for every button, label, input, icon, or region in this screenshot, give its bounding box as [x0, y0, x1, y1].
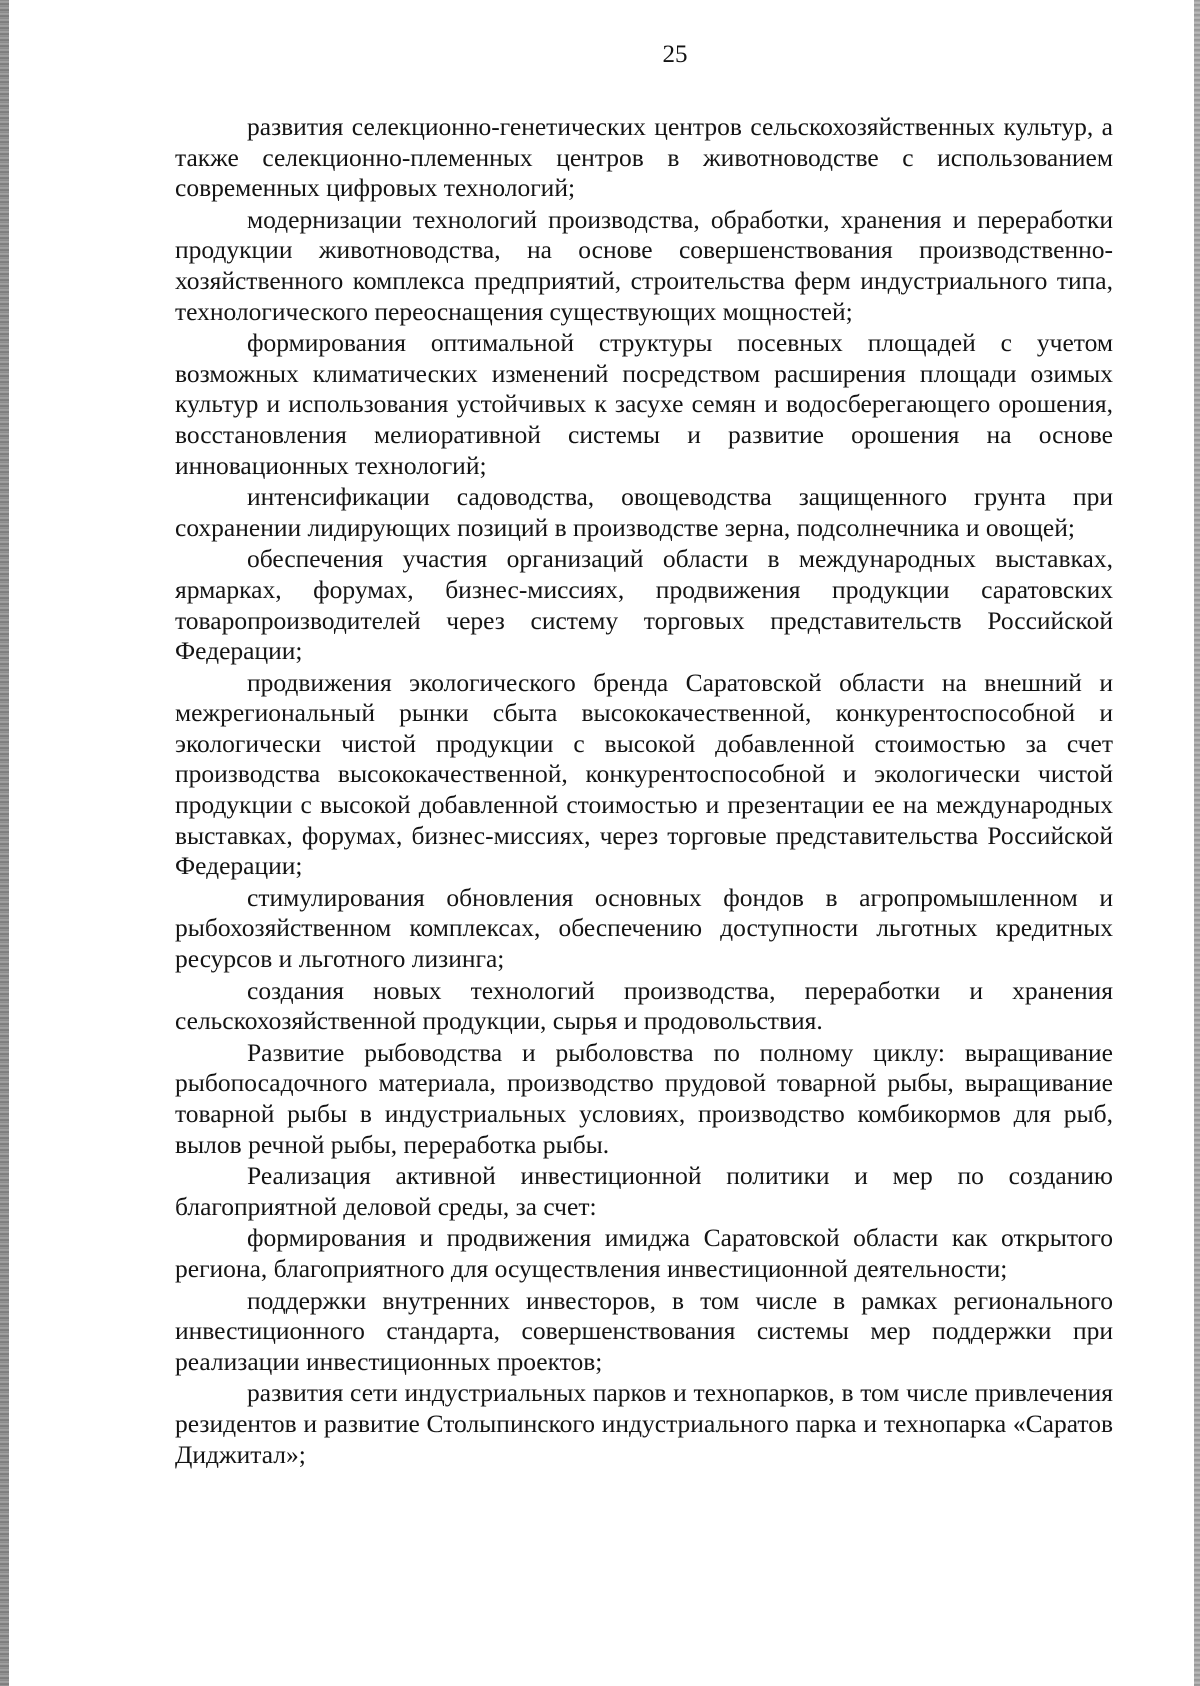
paragraph-investment-policy: Реализация активной инвестиционной политики и мер по созданию благоприятной деловой среды, за счет:: [175, 1161, 1113, 1221]
paragraph-livestock-modernization: модернизации технологий производства, обработки, хранения и переработки продукции животноводства, на основе совершенствования производственно-хозяйственного комплекса предприятий, строительства ферм индустриального типа, технологического переоснащения существующих мощностей;: [175, 204, 1113, 326]
scan-edge-left: [0, 0, 9, 1686]
paragraph-eco-brand: продвижения экологического бренда Саратовской области на внешний и межрегиональный рынки сбыта высококачественной, конкурентоспособной и экологически чистой продукции с высокой добавленной стоимостью за счет производства высококачественной, конкурентоспособной и экологически чистой продукции с высокой добавленной стоимостью и презентации ее на международных выставках, форумах, бизнес-миссиях, через торговые представительства Российской Федерации;: [175, 667, 1113, 881]
paragraph-breeding-centers: развития селекционно-генетических центров сельскохозяйственных культур, а также селекционно-племенных центров в животноводстве с использованием современных цифровых технологий;: [175, 112, 1113, 203]
paragraph-fixed-assets: стимулирования обновления основных фондов в агропромышленном и рыбохозяйственном комплексах, обеспечению доступности льготных кредитных ресурсов и льготного лизинга;: [175, 882, 1113, 974]
paragraph-crop-structure: формирования оптимальной структуры посевных площадей с учетом возможных климатических изменений посредством расширения площади озимых культур и использования устойчивых к засухе семян и водосберегающего орошения, восстановления мелиоративной системы и развитие орошения на основе инновационных технологий;: [175, 328, 1113, 480]
paragraph-investor-support: поддержки внутренних инвесторов, в том числе в рамках регионального инвестиционного стандарта, совершенствования системы мер поддержки при реализации инвестиционных проектов;: [175, 1285, 1113, 1376]
paragraph-horticulture: интенсификации садоводства, овощеводства защищенного грунта при сохранении лидирующих позиций в производстве зерна, подсолнечника и овощей;: [175, 482, 1113, 542]
paragraph-new-technologies: создания новых технологий производства, переработки и хранения сельскохозяйственной продукции, сырья и продовольствия.: [175, 975, 1113, 1036]
paragraph-exhibitions: обеспечения участия организаций области в международных выставках, ярмарках, форумах, бизнес-миссиях, продвижения продукции саратовских товаропроизводителей через систему торговых представительств Российской Федерации;: [175, 544, 1113, 666]
paragraph-fish-farming: Развитие рыбоводства и рыболовства по полному циклу: выращивание рыбопосадочного материала, производство прудовой товарной рыбы, выращивание товарной рыбы в индустриальных условиях, производство комбикормов для рыб, вылов речной рыбы, переработка рыбы.: [175, 1037, 1113, 1159]
document-body: [175, 112, 1113, 1470]
scan-edge-right: [1194, 0, 1200, 1686]
paragraph-region-image: формирования и продвижения имиджа Саратовской области как открытого региона, благоприятного для осуществления инвестиционной деятельности;: [175, 1223, 1113, 1283]
paragraph-industrial-parks: развития сети индустриальных парков и технопарков, в том числе привлечения резидентов и развитие Столыпинского индустриального парка и технопарка «Саратов Диджитал»;: [175, 1378, 1113, 1469]
page-number: 25: [662, 41, 688, 68]
